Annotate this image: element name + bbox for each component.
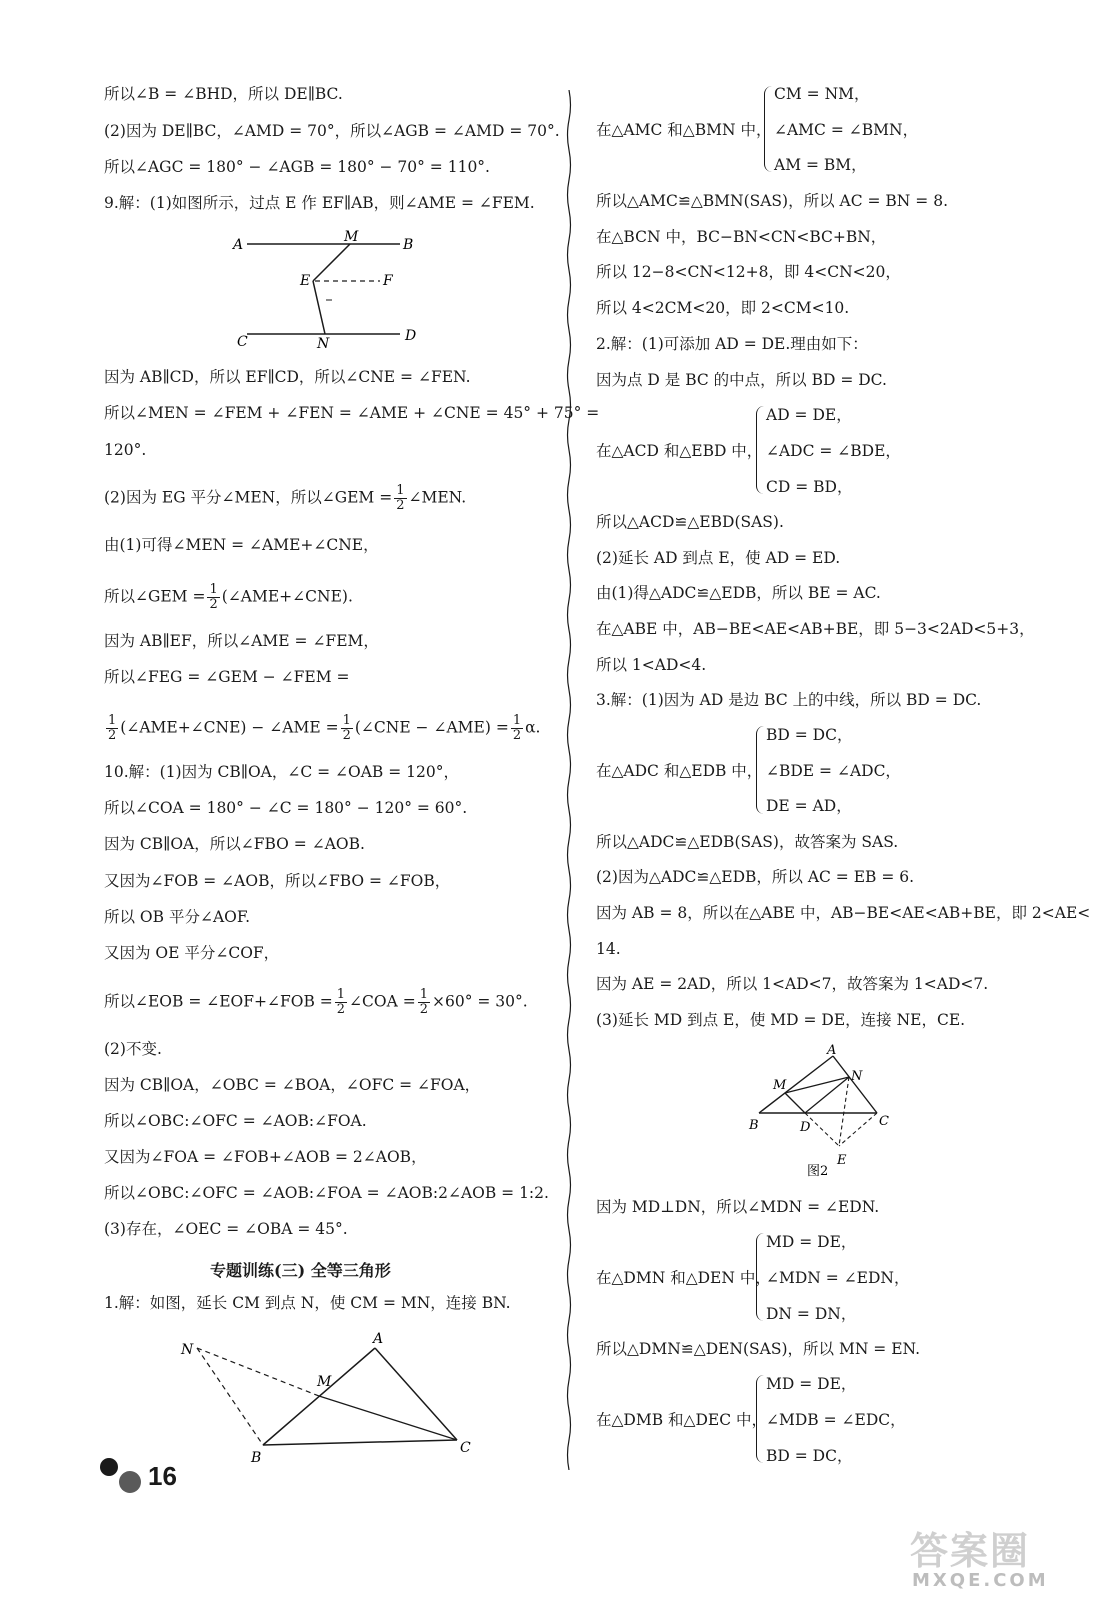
label-B: B (251, 1450, 262, 1466)
text-line: 2.解：(1)可添加 AD = DE.理由如下： (596, 335, 868, 353)
text-line: 又因为 OE 平分∠COF， (104, 944, 280, 962)
text-line: (2)因为 EG 平分∠MEN，所以∠GEM = $\frac{1}{2}$ ∠MEN. (104, 483, 467, 513)
text-line: 所以 12−8<CN<12+8，即 4<CN<20， (596, 263, 901, 281)
text-line: 所以∠GEM = $\frac{1}{2}$ (∠AME+∠CNE). (104, 582, 353, 612)
figure-parallel-lines (225, 226, 425, 351)
text-line: (2)因为 DE∥BC，∠AMD = 70°，所以∠AGB = ∠AMD = 70°. (104, 122, 560, 140)
label-D: D (405, 328, 417, 344)
text-line: 10.解：(1)因为 CB∥OA，∠C = ∠OAB = 120°， (104, 763, 459, 781)
text-line: 9.解：(1)如图所示，过点 E 作 EF∥AB，则∠AME = ∠FEM. (104, 194, 535, 212)
system-row: CM = NM， (774, 85, 870, 103)
text-line: 所以∠COA = 180° − ∠C = 180° − 120° = 60°. (104, 799, 468, 817)
system-row: ∠ADC = ∠BDE， (766, 442, 901, 460)
text-line: $\frac{1}{2}$ (∠AME+∠CNE) − ∠AME = $\frac{1}{2}$ (∠CNE − ∠AME) = $\frac{1}{2}$ α. (108, 713, 541, 743)
system-row: DN = DN， (766, 1305, 857, 1323)
system-prefix: 在△ACD 和△EBD 中， (596, 442, 763, 460)
text-line: 因为 CB∥OA，∠OBC = ∠BOA，∠OFC = ∠FOA， (104, 1076, 481, 1094)
text-line: 因为 CB∥OA，所以∠FBO = ∠AOB. (104, 835, 365, 853)
text-line: 在△ABE 中，AB−BE<AE<AB+BE，即 5−3<2AD<5+3， (596, 620, 1035, 638)
label-B: B (403, 237, 414, 253)
text-line: 因为 AB∥CD，所以 EF∥CD，所以∠CNE = ∠FEN. (104, 368, 471, 386)
text-line: 所以∠OBC:∠OFC = ∠AOB:∠FOA = ∠AOB:2∠AOB = 1:2. (104, 1184, 549, 1202)
text-line: 所以 4<2CM<20，即 2<CM<10. (596, 299, 850, 317)
label-C: C (237, 334, 248, 350)
label-A: A (373, 1331, 384, 1347)
label-A: A (827, 1043, 837, 1058)
text-line: 因为 AE = 2AD，所以 1<AD<7，故答案为 1<AD<7. (596, 975, 989, 993)
text-line: 所以∠B = ∠BHD，所以 DE∥BC. (104, 85, 343, 103)
system-row: CD = BD， (766, 478, 853, 496)
text-line: (2)不变. (104, 1040, 162, 1058)
text-line: 因为点 D 是 BC 的中点，所以 BD = DC. (596, 371, 887, 389)
text-line: 所以△ACD≌△EBD(SAS). (596, 513, 784, 531)
label-M: M (344, 229, 359, 245)
label-N: N (317, 336, 330, 351)
watermark-logo: 答案圈 (910, 1529, 1031, 1573)
column-divider (566, 90, 572, 1470)
system-prefix: 在△ADC 和△EDB 中， (596, 762, 763, 780)
text-line: 所以 1<AD<4. (596, 656, 707, 674)
fraction-half: $\frac{1}{2}$ (209, 582, 218, 612)
label-B: B (749, 1118, 759, 1133)
text-line: 所以△AMC≌△BMN(SAS)，所以 AC = BN = 8. (596, 192, 949, 210)
fraction-half: $\frac{1}{2}$ (108, 713, 117, 743)
text-line: (2)因为△ADC≌△EDB，所以 AC = EB = 6. (596, 868, 915, 886)
fraction-half: $\frac{1}{2}$ (396, 483, 405, 513)
text-line: 所以∠OBC:∠OFC = ∠AOB:∠FOA. (104, 1112, 367, 1130)
text-line: 120°. (104, 441, 147, 459)
system-row: BD = DC， (766, 1447, 853, 1465)
text-line: 在△BCN 中，BC−BN<CN<BC+BN， (596, 228, 887, 246)
section-heading: 专题训练(三) 全等三角形 (210, 1261, 391, 1280)
label-C: C (460, 1440, 471, 1456)
system-row: ∠MDB = ∠EDC， (766, 1411, 906, 1429)
label-N: N (181, 1342, 194, 1358)
system-row: AM = BM， (774, 156, 867, 174)
label-M: M (773, 1078, 787, 1093)
system-row: ∠MDN = ∠EDN， (766, 1269, 910, 1287)
fraction-half: $\frac{1}{2}$ (419, 987, 428, 1017)
text-line: (3)延长 MD 到点 E，使 MD = DE，连接 NE，CE. (596, 1011, 966, 1029)
text-line: 1.解：如图，延长 CM 到点 N，使 CM = MN，连接 BN. (104, 1294, 511, 1312)
label-F: F (383, 273, 393, 289)
figure-caption: 图2 (807, 1164, 829, 1179)
text-line: 所以∠FEG = ∠GEM − ∠FEM = (104, 668, 350, 686)
system-row: BD = DC， (766, 726, 853, 744)
text-line: (2)延长 AD 到点 E，使 AD = ED. (596, 549, 841, 567)
text-line: 3.解：(1)因为 AD 是边 BC 上的中线，所以 BD = DC. (596, 691, 982, 709)
label-A: A (233, 237, 244, 253)
text-line: 所以 OB 平分∠AOF. (104, 908, 251, 926)
label-E: E (837, 1153, 847, 1168)
text-line: 由(1)可得∠MEN = ∠AME+∠CNE， (104, 536, 379, 554)
figure-2 (745, 1043, 895, 1179)
figure-triangle-median (175, 1328, 480, 1468)
page-number-badge (100, 1455, 210, 1495)
system-row: AD = DE， (766, 406, 852, 424)
label-M: M (317, 1374, 332, 1390)
system-row: DE = AD， (766, 797, 852, 815)
page-number: 16 (148, 1461, 177, 1491)
text-line: 因为 MD⊥DN，所以∠MDN = ∠EDN. (596, 1198, 880, 1216)
system-row: MD = DE， (766, 1375, 857, 1393)
fraction-half: $\frac{1}{2}$ (512, 713, 522, 743)
label-D: D (800, 1120, 811, 1135)
text-line: 所以△ADC≌△EDB(SAS)，故答案为 SAS. (596, 833, 899, 851)
text-line: 所以∠AGC = 180° − ∠AGB = 180° − 70° = 110°. (104, 158, 490, 176)
label-E: E (300, 273, 311, 289)
system-prefix: 在△AMC 和△BMN 中， (596, 121, 772, 139)
system-row: ∠BDE = ∠ADC， (766, 762, 901, 780)
system-row: MD = DE， (766, 1233, 857, 1251)
text-line: 14. (596, 940, 621, 958)
text-line: 所以△DMN≌△DEN(SAS)，所以 MN = EN. (596, 1340, 921, 1358)
text-line: 又因为∠FOA = ∠FOB+∠AOB = 2∠AOB， (104, 1148, 427, 1166)
text-line: 因为 AB = 8，所以在△ABE 中，AB−BE<AE<AB+BE，即 2<AE< (596, 904, 1091, 922)
system-row: ∠AMC = ∠BMN， (774, 121, 919, 139)
text-line: 又因为∠FOB = ∠AOB，所以∠FBO = ∠FOB， (104, 872, 451, 890)
text-line: 因为 AB∥EF，所以∠AME = ∠FEM， (104, 632, 379, 650)
system-prefix: 在△DMN 和△DEN 中， (596, 1269, 771, 1287)
watermark-url: MXQE.COM (912, 1570, 1049, 1591)
fraction-half: $\frac{1}{2}$ (336, 987, 346, 1017)
text-line: 由(1)得△ADC≌△EDB，所以 BE = AC. (596, 584, 881, 602)
label-C: C (879, 1114, 889, 1129)
fraction-half: $\frac{1}{2}$ (342, 713, 351, 743)
label-N: N (851, 1069, 863, 1084)
text-line: 所以∠MEN = ∠FEM + ∠FEN = ∠AME + ∠CNE = 45° + 75° = (104, 404, 600, 422)
system-prefix: 在△DMB 和△DEC 中， (596, 1411, 767, 1429)
watermark (900, 1520, 1080, 1595)
text-line: (3)存在，∠OEC = ∠OBA = 45°. (104, 1220, 348, 1238)
text-line: 所以∠EOB = ∠EOF+∠FOB = $\frac{1}{2}$ ∠COA = $\frac{1}{2}$ ×60° = 30°. (104, 987, 528, 1017)
